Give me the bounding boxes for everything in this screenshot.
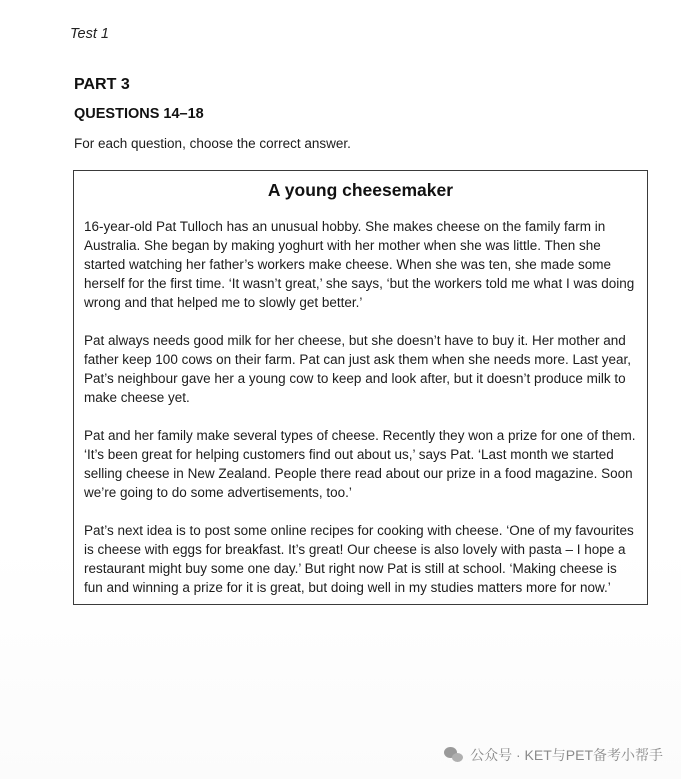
running-head: Test 1 [70,26,109,42]
watermark [444,745,663,765]
part-title: PART 3 [74,76,130,93]
article-paragraph-1: 16-year-old Pat Tulloch has an unusual hobby. She makes cheese on the family farm in Australia. She began by making yoghurt with her mother when she was little. Then she started watching her father’s workers make cheese. When she was ten, she made some herself for the first time. ‘It wasn’t great,’ she says, ‘but the workers told me what I was doing wrong and that helped me to slowly get better.’ [84,219,635,310]
questions-title: QUESTIONS 14–18 [74,106,204,122]
article-title: A young cheesemaker [267,180,454,200]
article-box [73,170,648,605]
article-paragraph-3: Pat and her family make several types of cheese. Recently they won a prize for one of them. ‘It’s been great for helping customers find out about us,’ says Pat. ‘Last month we started selling cheese in New Zealand. People there read about our prize in a food magazine. Soon we’re going to do some advertisements, too.’ [84,428,636,500]
watermark-text: 公众号 · KET与PET备考小帮手 [470,747,663,763]
instruction-text: For each question, choose the correct answer. [74,136,351,151]
article-paragraph-2: Pat always needs good milk for her cheese, but she doesn’t have to buy it. Her mother and father keep 100 cows on their farm. Pat can just ask them when she needs more. Last year, Pat’s neighbour gave her a young cow to keep and look after, but it doesn’t produce milk to make cheese yet. [84,333,632,405]
article-paragraph-4: Pat’s next idea is to post some online recipes for cooking with cheese. ‘One of my favourites is cheese with eggs for breakfast. It’s great! Our cheese is also lovely with pasta – I hope a restaurant might buy some one day.’ But right now Pat is still at school. ‘Making cheese is fun and winning a prize for it is great, but doing well in my studies matters more for now.’ [84,523,634,595]
wechat-icon [444,747,464,763]
